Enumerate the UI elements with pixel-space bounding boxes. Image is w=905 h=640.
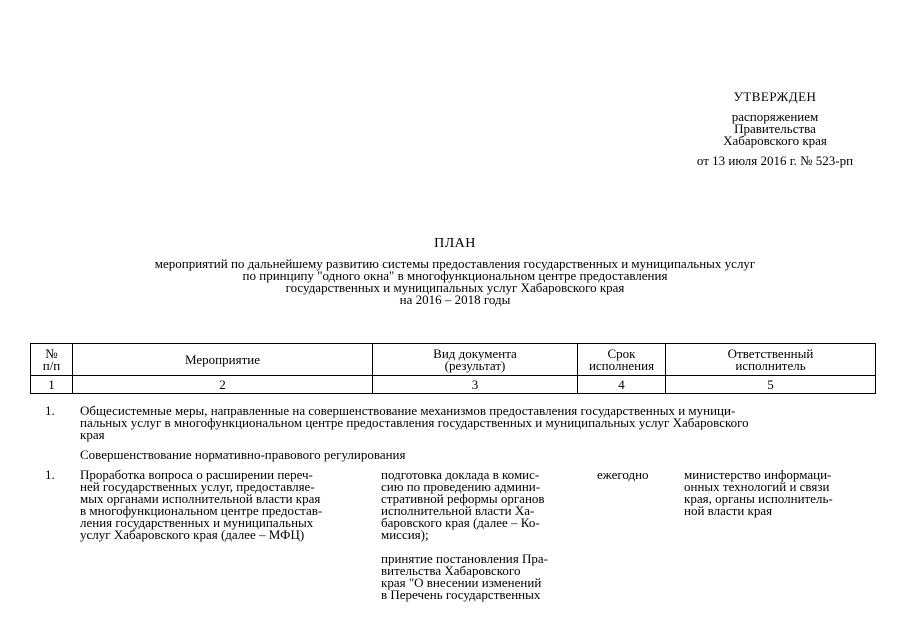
plan-heading xyxy=(60,238,850,306)
header-number: № п/п xyxy=(31,344,73,376)
approval-line: Правительства xyxy=(734,121,816,136)
column-number: 1 xyxy=(31,376,73,394)
plan-subtitle-line: на 2016 – 2018 годы xyxy=(399,292,511,307)
plan-title: ПЛАН xyxy=(434,236,476,251)
header-document: Вид документа (результат) xyxy=(373,344,578,376)
row-executor: министерство информаци- онных технологий и связи края, органы исполнитель- ной власти края xyxy=(684,467,833,518)
approval-line: Хабаровского края xyxy=(723,133,827,148)
header-activity: Мероприятие xyxy=(73,344,373,376)
section-title xyxy=(80,405,870,441)
plan-subtitle-line: мероприятий по дальнейшему развитию системы предоставления государственных и муниципальных услуг xyxy=(154,256,756,271)
header-term: Срок исполнения xyxy=(578,344,666,376)
column-number: 2 xyxy=(73,376,373,394)
plan-subtitle-line: государственных и муниципальных услуг Хабаровского края xyxy=(285,280,625,295)
section-title-line: края xyxy=(80,427,105,442)
section-number: 1. xyxy=(45,403,55,418)
row-term: ежегодно xyxy=(597,467,649,482)
row-number: 1. xyxy=(45,467,55,482)
section-title-line: пальных услуг в многофункциональном центре предоставления государственных и муниципальных услуг Хабаровского xyxy=(80,415,749,430)
subsection-title: Совершенствование нормативно-правового регулирования xyxy=(80,447,406,462)
row-document-a: подготовка доклада в комис- сию по проведению админи- стративной реформы органов исполнительной власти Ха- баровского края (далее – Ко- миссия); xyxy=(381,467,545,542)
row-activity: Проработка вопроса о расширении переч- ней государственных услуг, предоставляе- мых органами исполнительной власти края в многофункциональном центре предостав- ления государственных и муниципальных услуг Хабаровского края (далее – МФЦ) xyxy=(80,467,323,542)
approval-line: распоряжением xyxy=(731,109,819,124)
plan-subtitle-line: по принципу "одного окна" в многофункциональном центре предоставления xyxy=(242,268,668,283)
header-executor: Ответственный исполнитель xyxy=(666,344,876,376)
row-document-b: принятие постановления Пра- вительства Хабаровского края "О внесении изменений в Перечень государственных xyxy=(381,551,548,602)
column-number: 5 xyxy=(666,376,876,394)
plan-table-header xyxy=(30,343,876,394)
column-number: 3 xyxy=(373,376,578,394)
approval-date: от 13 июля 2016 г. № 523-рп xyxy=(696,153,854,168)
section-title-line: Общесистемные меры, направленные на совершенствование механизмов предоставления государственных и муници- xyxy=(80,403,736,418)
approval-title: УТВЕРЖДЕН xyxy=(733,89,817,104)
column-number: 4 xyxy=(578,376,666,394)
approval-block xyxy=(655,91,895,167)
